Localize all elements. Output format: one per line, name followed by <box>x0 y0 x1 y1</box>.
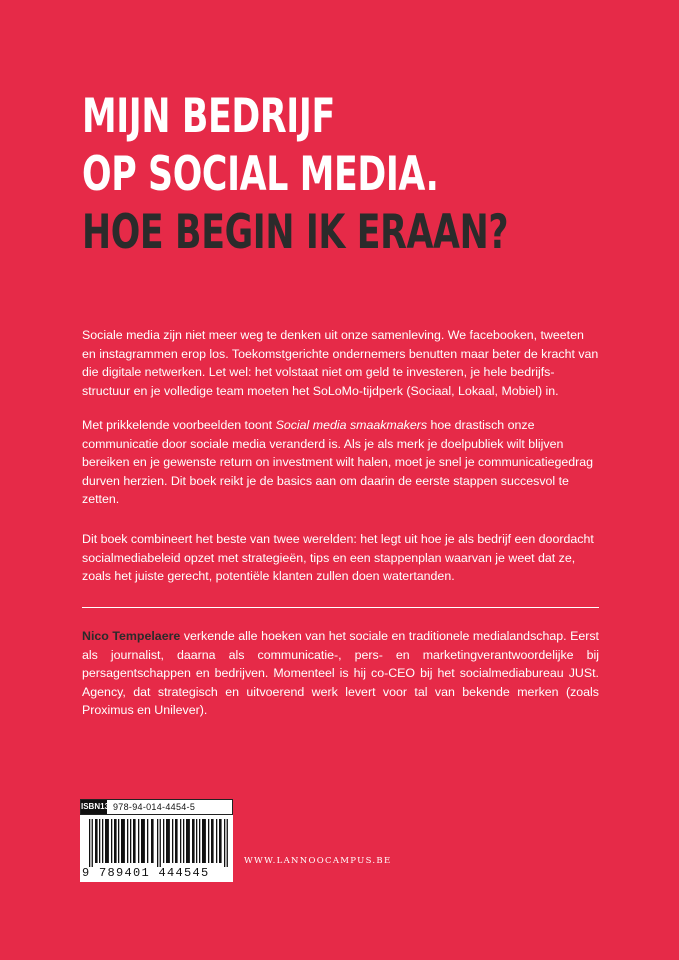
examples-paragraph <box>82 416 599 509</box>
barcode-bars <box>89 819 229 867</box>
divider <box>82 607 599 608</box>
author-bio <box>82 627 599 720</box>
book-title-italic: Social media smaakmakers <box>275 418 428 432</box>
headline-line-1: MIJN BEDRIJF <box>82 89 335 144</box>
intro-paragraph <box>82 326 599 400</box>
headline-line-3: HOE BEGIN IK ERAAN? <box>82 205 509 260</box>
headline <box>82 88 509 262</box>
examples-text-start: Met prikkelende voorbeelden toont <box>82 418 276 432</box>
author-bio-body: verkende alle hoeken van het sociale en traditionele medialandschap. Eerst als journalist, daarna als communicatie-, pers- en marketingverantwoordelijke bij persagentschappen en bedrijven. Momenteel is hij co-CEO bij het socialmediabureau JUSt. Agency, dat strategisch en uitvoerend werk levert voor tal van bekende merken (zoals Proximus en Unilever). <box>82 629 600 718</box>
author-name: Nico Tempelaere <box>82 629 181 643</box>
examples-text-end: hoe drastisch onze communicatie door sociale media veranderd is. Als je als merk je doelpubliek wilt blijven bereiken en je gewenste return on investment wilt halen, moet je snel je communicatiegedrag durven herzien. Dit boek reikt je de basics aan om daarin de eerste stappen succesvol te zetten. <box>82 418 594 507</box>
isbn-barcode <box>80 799 233 882</box>
examples-paragraph-text <box>82 416 599 509</box>
headline-line-2: OP SOCIAL MEDIA. <box>82 147 439 202</box>
intro-paragraph-text: Sociale media zijn niet meer weg te denken uit onze samenleving. We facebooken, tweeten en instagrammen erop los. Toekomstgerichte ondernemers benutten maar beter de kracht van die digitale netwerken. Let wel: het volstaat niet om geld te investeren, je hele bedrijfs-structuur en je volledige team moeten het SoLoMo-tijdperk (Sociaal, Lokaal, Mobiel) in. <box>82 328 599 398</box>
author-bio-text <box>82 627 599 720</box>
summary-paragraph-text: Dit boek combineert het beste van twee werelden: het legt uit hoe je als bedrijf een doordacht socialmediabeleid opzet met strategieën, tips en een stappenplan waarvan je weet dat ze, zoals het juiste gerecht, potentiële klanten zullen doen watertanden. <box>82 532 594 584</box>
isbn-number: 978-94-014-4454-5 <box>113 802 196 812</box>
barcode-digits: 9 789401 444545 <box>82 866 210 880</box>
isbn-label: ISBN13 <box>81 800 107 814</box>
isbn-row <box>80 799 233 815</box>
summary-paragraph <box>82 530 599 586</box>
publisher-website[interactable]: WWW.LANNOOCAMPUS.BE <box>244 856 392 866</box>
